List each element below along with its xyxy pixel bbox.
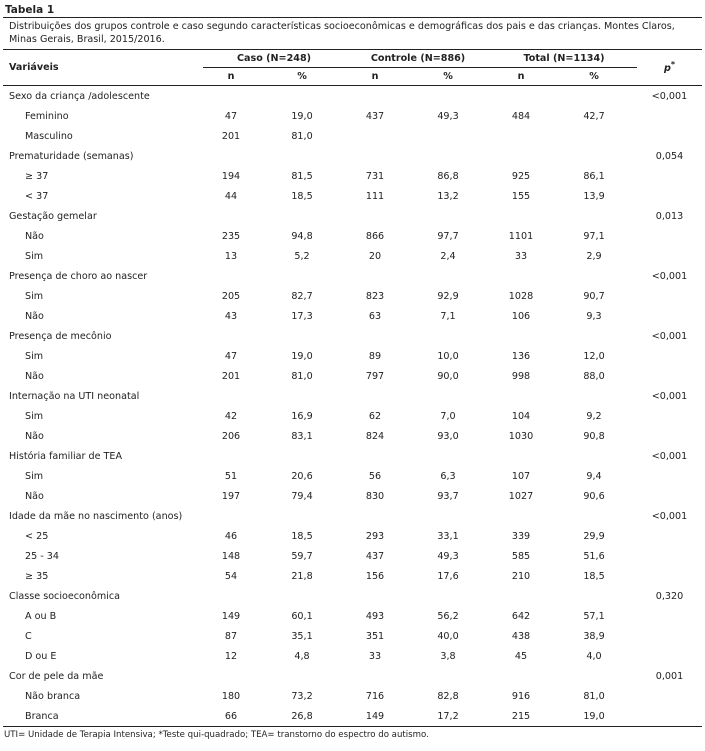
controle-n-cell: 437 [365,110,385,122]
table-row [3,466,702,486]
controle-n-cell: 716 [365,690,385,702]
category-row [3,666,702,686]
controle-pct-cell: 49,3 [437,550,459,562]
header-group-controle [345,50,491,68]
caso-pct-cell: 21,8 [291,570,313,582]
controle-pct-cell: 17,6 [437,570,459,582]
category-label: Prematuridade (semanas) [9,150,134,162]
caso-n-cell: 46 [224,530,238,542]
category-label: Classe socioeconômica [9,590,121,602]
caso-n-cell: 201 [221,130,241,142]
total-n-cell: 1030 [508,430,534,442]
total-n-cell: 438 [511,630,531,642]
controle-pct-cell: 17,2 [437,710,459,722]
row-label: Branca [25,710,59,722]
row-label: Sim [25,250,44,262]
controle-pct-cell: 90,0 [437,370,459,382]
caso-pct-cell: 59,7 [291,550,313,562]
header-group-total [491,50,637,68]
total-n-cell: 210 [511,570,531,582]
table-row [3,546,702,566]
total-n-cell: 998 [511,370,531,382]
caso-n-cell: 149 [221,610,241,622]
p-value-cell: <0,001 [651,330,688,342]
category-row [3,586,702,606]
controle-n-cell: 56 [368,470,382,482]
p-value-cell [637,166,702,186]
p-value-cell [637,106,702,126]
caso-pct-cell: 19,0 [291,110,313,122]
controle-n-cell: 823 [365,290,385,302]
p-value-cell: 0,054 [655,150,684,162]
caso-pct-cell: 83,1 [291,430,313,442]
p-value-cell [637,646,702,666]
total-pct-cell [551,126,637,146]
table-row [3,686,702,706]
table-row [3,706,702,726]
total-n-cell: 107 [511,470,531,482]
category-row [3,146,702,166]
table-row [3,606,702,626]
total-pct-cell: 12,0 [583,350,605,362]
caso-pct-cell: 18,5 [291,530,313,542]
caso-pct-cell: 79,4 [291,490,313,502]
p-value-cell: 0,013 [655,210,684,222]
total-pct-cell: 90,8 [583,430,605,442]
total-pct-cell: 86,1 [583,170,605,182]
category-row [3,506,702,526]
row-label: Sim [25,290,44,302]
total-n-cell: 106 [511,310,531,322]
table-row [3,486,702,506]
controle-n-cell: 111 [365,190,385,202]
controle-pct-cell: 33,1 [437,530,459,542]
row-label: Não [25,490,44,502]
caso-n-cell: 206 [221,430,241,442]
controle-pct-cell: 56,2 [437,610,459,622]
p-value-cell [637,606,702,626]
caso-pct-cell: 73,2 [291,690,313,702]
category-label: Presença de choro ao nascer [9,270,148,282]
controle-pct-cell: 3,8 [440,650,456,662]
table-label: Tabela 1 [5,4,55,16]
total-n-cell: 642 [511,610,531,622]
total-pct-cell: 4,0 [586,650,602,662]
category-row [3,206,702,226]
caso-n-cell: 180 [221,690,241,702]
header-group-caso [203,50,345,68]
total-n-cell: 215 [511,710,531,722]
total-n-cell [491,126,551,146]
header-controle-n: n [371,71,379,82]
p-value-cell [637,486,702,506]
row-label: ≥ 35 [25,570,49,582]
p-value-cell [637,366,702,386]
p-value-cell: <0,001 [651,90,688,102]
total-pct-cell: 81,0 [583,690,605,702]
p-value-cell [637,526,702,546]
caso-pct-cell: 94,8 [291,230,313,242]
caso-n-cell: 47 [224,110,238,122]
row-label: C [25,630,32,642]
row-label: ≥ 37 [25,170,49,182]
p-value-cell: 0,320 [655,590,684,602]
p-value-cell [637,186,702,206]
table-row [3,126,702,146]
p-value-cell: <0,001 [651,390,688,402]
header-group-total-label: Total (N=1134) [523,53,605,64]
header-controle-pct: % [443,71,453,82]
total-pct-cell: 13,9 [583,190,605,202]
table-row [3,306,702,326]
total-pct-cell: 97,1 [583,230,605,242]
caso-n-cell: 148 [221,550,241,562]
table-row [3,246,702,266]
header-p-label: p [663,63,671,75]
p-value-cell [637,286,702,306]
controle-n-cell [345,126,405,146]
controle-n-cell: 156 [365,570,385,582]
caso-pct-cell: 16,9 [291,410,313,422]
total-pct-cell: 42,7 [583,110,605,122]
p-value-cell [637,706,702,726]
header-row-groups [3,50,702,68]
caso-n-cell: 205 [221,290,241,302]
category-row [3,446,702,466]
row-label: Sim [25,470,44,482]
p-value-cell [637,226,702,246]
category-row [3,266,702,286]
header-total-pct: % [589,71,599,82]
caso-pct-cell: 81,0 [291,370,313,382]
table-row [3,646,702,666]
controle-pct-cell: 40,0 [437,630,459,642]
total-n-cell: 136 [511,350,531,362]
controle-pct-cell: 93,7 [437,490,459,502]
total-pct-cell: 19,0 [583,710,605,722]
p-value-cell [637,546,702,566]
header-total-n: n [517,71,525,82]
caso-n-cell: 66 [224,710,238,722]
category-label: Sexo da criança /adolescente [9,90,150,102]
caso-pct-cell: 19,0 [291,350,313,362]
table-row [3,526,702,546]
caso-n-cell: 51 [224,470,238,482]
controle-n-cell: 351 [365,630,385,642]
controle-pct-cell [405,126,491,146]
caso-n-cell: 42 [224,410,238,422]
controle-n-cell: 797 [365,370,385,382]
controle-n-cell: 63 [368,310,382,322]
row-label: Não [25,430,44,442]
category-row [3,386,702,406]
row-label: Masculino [25,130,73,142]
caso-pct-cell: 5,2 [294,250,310,262]
controle-pct-cell: 49,3 [437,110,459,122]
table-row [3,406,702,426]
controle-n-cell: 149 [365,710,385,722]
total-pct-cell: 88,0 [583,370,605,382]
caso-n-cell: 47 [224,350,238,362]
total-n-cell: 1027 [508,490,534,502]
total-n-cell: 1028 [508,290,534,302]
category-row [3,86,702,107]
category-label: Presença de mecônio [9,330,112,342]
total-n-cell: 45 [514,650,528,662]
controle-pct-cell: 82,8 [437,690,459,702]
controle-pct-cell: 97,7 [437,230,459,242]
total-pct-cell: 51,6 [583,550,605,562]
caso-n-cell: 12 [224,650,238,662]
data-table [3,49,702,726]
p-value-cell [637,306,702,326]
table-body [3,86,702,727]
total-pct-cell: 90,6 [583,490,605,502]
row-label: < 37 [25,190,49,202]
row-label: 25 - 34 [25,550,59,562]
table-row [3,346,702,366]
caso-pct-cell: 82,7 [291,290,313,302]
total-pct-cell: 57,1 [583,610,605,622]
controle-pct-cell: 92,9 [437,290,459,302]
row-label: A ou B [25,610,57,622]
row-label: Feminino [25,110,69,122]
total-pct-cell: 29,9 [583,530,605,542]
controle-n-cell: 824 [365,430,385,442]
controle-n-cell: 731 [365,170,385,182]
table-caption: Distribuições dos grupos controle e caso segundo características socioeconômicas e demográficas dos pais e das crianças. Montes Claros, Minas Gerais, Brasil, 2015/2016. [3,17,702,49]
total-n-cell: 585 [511,550,531,562]
controle-pct-cell: 93,0 [437,430,459,442]
p-value-cell: 0,001 [655,670,684,682]
controle-pct-cell: 86,8 [437,170,459,182]
p-value-cell [637,346,702,366]
table-row [3,186,702,206]
controle-n-cell: 62 [368,410,382,422]
header-group-controle-label: Controle (N=886) [370,53,466,64]
caso-n-cell: 235 [221,230,241,242]
category-label: Gestação gemelar [9,210,97,222]
p-value-cell [637,426,702,446]
controle-n-cell: 293 [365,530,385,542]
caso-n-cell: 43 [224,310,238,322]
total-pct-cell: 38,9 [583,630,605,642]
controle-n-cell: 20 [368,250,382,262]
p-value-cell [637,246,702,266]
row-label: Não [25,370,44,382]
p-value-cell: <0,001 [651,450,688,462]
controle-pct-cell: 13,2 [437,190,459,202]
category-label: Idade da mãe no nascimento (anos) [9,510,183,522]
controle-pct-cell: 7,0 [440,410,456,422]
category-label: História familiar de TEA [9,450,123,462]
row-label: Não branca [25,690,81,702]
p-value-cell [637,126,702,146]
table-row [3,226,702,246]
caso-pct-cell: 60,1 [291,610,313,622]
caso-pct-cell: 4,8 [294,650,310,662]
p-value-cell [637,566,702,586]
caso-n-cell: 44 [224,190,238,202]
total-pct-cell: 18,5 [583,570,605,582]
total-n-cell: 916 [511,690,531,702]
total-pct-cell: 9,3 [586,310,602,322]
total-n-cell: 33 [514,250,528,262]
p-value-cell: <0,001 [651,510,688,522]
total-pct-cell: 9,4 [586,470,602,482]
total-pct-cell: 9,2 [586,410,602,422]
table-row [3,166,702,186]
header-group-caso-label: Caso (N=248) [236,53,312,64]
table-row [3,286,702,306]
category-row [3,326,702,346]
total-n-cell: 925 [511,170,531,182]
table-row [3,106,702,126]
category-label: Cor de pele da mãe [9,670,104,682]
category-label: Internação na UTI neonatal [9,390,140,402]
total-pct-cell: 90,7 [583,290,605,302]
caso-pct-cell: 20,6 [291,470,313,482]
header-p-value [637,50,702,86]
caso-pct-cell: 81,0 [291,130,313,142]
p-value-cell [637,626,702,646]
controle-pct-cell: 2,4 [440,250,456,262]
caso-n-cell: 54 [224,570,238,582]
table-figure [3,3,702,740]
table-row [3,426,702,446]
total-pct-cell: 2,9 [586,250,602,262]
table-footnote: UTI= Unidade de Terapia Intensiva; *Teste qui-quadrado; TEA= transtorno do espectro do autismo. [3,726,702,740]
controle-n-cell: 89 [368,350,382,362]
total-n-cell: 339 [511,530,531,542]
table-row [3,626,702,646]
controle-pct-cell: 10,0 [437,350,459,362]
p-value-cell [637,466,702,486]
controle-n-cell: 866 [365,230,385,242]
total-n-cell: 484 [511,110,531,122]
caso-n-cell: 194 [221,170,241,182]
controle-n-cell: 437 [365,550,385,562]
header-p-mark: * [670,60,676,70]
total-n-cell: 155 [511,190,531,202]
row-label: Não [25,310,44,322]
row-label: Não [25,230,44,242]
controle-n-cell: 33 [368,650,382,662]
caso-pct-cell: 18,5 [291,190,313,202]
controle-n-cell: 493 [365,610,385,622]
table-row [3,366,702,386]
caso-n-cell: 201 [221,370,241,382]
header-caso-n: n [227,71,235,82]
caso-n-cell: 87 [224,630,238,642]
controle-pct-cell: 6,3 [440,470,456,482]
table-row [3,566,702,586]
p-value-cell [637,686,702,706]
p-value-cell: <0,001 [651,270,688,282]
caso-pct-cell: 81,5 [291,170,313,182]
row-label: Sim [25,350,44,362]
header-caso-pct: % [297,71,307,82]
caso-pct-cell: 26,8 [291,710,313,722]
header-variables: Variáveis [9,62,59,73]
controle-n-cell: 830 [365,490,385,502]
controle-pct-cell: 7,1 [440,310,456,322]
row-label: Sim [25,410,44,422]
total-n-cell: 104 [511,410,531,422]
row-label: D ou E [25,650,57,662]
p-value-cell [637,406,702,426]
caso-pct-cell: 35,1 [291,630,313,642]
caso-pct-cell: 17,3 [291,310,313,322]
caso-n-cell: 197 [221,490,241,502]
row-label: < 25 [25,530,49,542]
total-n-cell: 1101 [508,230,534,242]
caso-n-cell: 13 [224,250,238,262]
